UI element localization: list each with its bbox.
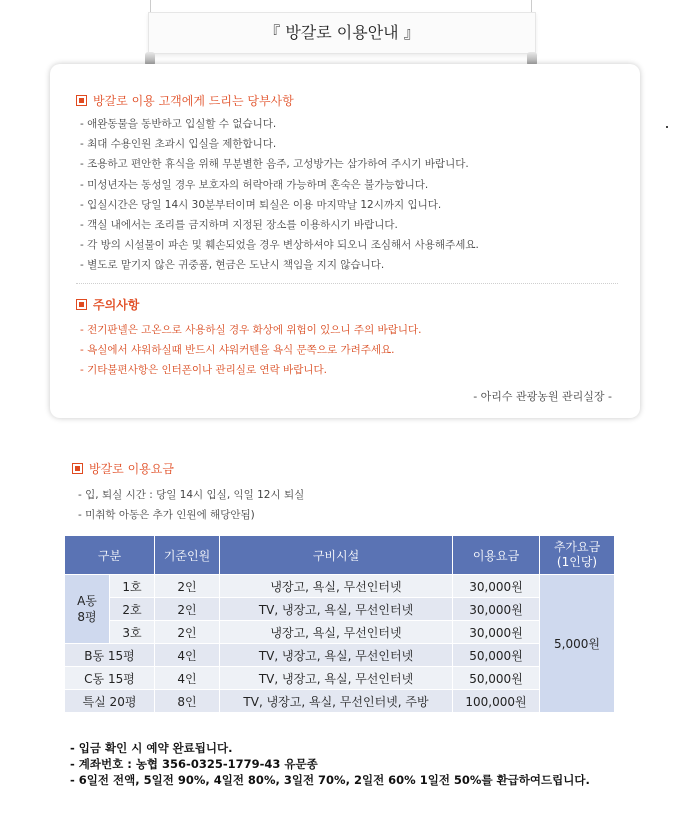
list-item: - 입실시간은 당일 14시 30분부터이며 퇴실은 이용 마지막날 12시까지 입니다. (80, 198, 442, 211)
list-item: - 각 방의 시설물이 파손 및 훼손되었을 경우 변상하셔야 되오니 조심해서 사용해주세요. (80, 239, 479, 252)
list-item: - 미취학 아동은 추가 인원에 해당안됨) (78, 509, 255, 522)
table-row (65, 575, 615, 598)
extra-fee: 5,000원 (540, 575, 615, 713)
notice-title-text: 방갈로 이용 고객에게 드리는 당부사항 (93, 94, 294, 108)
room-price: 100,000원 (453, 690, 540, 713)
room-facilities: TV, 냉장고, 욕실, 무선인터넷, 주방 (220, 690, 453, 713)
group-a-label: A동 8평 (65, 575, 110, 644)
notice-list (80, 114, 479, 276)
table-row (65, 598, 615, 621)
section-divider (76, 283, 618, 284)
banner-string-right (531, 0, 532, 12)
room-capacity: 4인 (155, 644, 220, 667)
deposit-note: - 입금 확인 시 예약 완료됩니다. (70, 741, 233, 755)
col-header-extra: 추가요금 (1인당) (540, 536, 615, 575)
room-facilities: TV, 냉장고, 욕실, 무선인터넷 (220, 667, 453, 690)
square-bullet-icon (76, 95, 87, 106)
refund-note: - 6일전 전액, 5일전 90%, 4일전 80%, 3일전 70%, 2일전 60% 1일전 50%를 환급하여드립니다. (70, 773, 590, 787)
table-row (65, 621, 615, 644)
room-facilities: 냉장고, 욕실, 무선인터넷 (220, 575, 453, 598)
stray-dot (666, 126, 668, 128)
room-name: 1호 (110, 575, 155, 598)
table-header-row (65, 536, 615, 575)
caution-title-text: 주의사항 (93, 298, 140, 312)
list-item: - 객실 내에서는 조리를 금지하며 지정된 장소를 이용하시기 바랍니다. (80, 218, 398, 231)
account-note: - 계좌번호 : 농협 356-0325-1779-43 유문종 (70, 757, 318, 771)
room-facilities: 냉장고, 욕실, 무선인터넷 (220, 621, 453, 644)
square-bullet-icon (72, 463, 83, 474)
booking-footer (70, 740, 590, 788)
list-item: - 조용하고 편안한 휴식을 위해 무분별한 음주, 고성방가는 삼가하여 주시기 바랍니다. (80, 158, 469, 171)
rates-title-text: 방갈로 이용요금 (89, 462, 174, 476)
caution-title (76, 296, 139, 313)
col-header-capacity: 기준인원 (155, 536, 220, 575)
room-name: 특실 20평 (65, 690, 155, 713)
square-bullet-icon (76, 299, 87, 310)
room-name: C동 15평 (65, 667, 155, 690)
manager-signature: - 아리수 관광농원 관리실장 - (473, 390, 612, 403)
banner-string-left (150, 0, 151, 12)
room-capacity: 4인 (155, 667, 220, 690)
table-row (65, 667, 615, 690)
caution-list (80, 320, 421, 381)
room-capacity: 2인 (155, 575, 220, 598)
room-capacity: 8인 (155, 690, 220, 713)
list-item: - 미성년자는 동성일 경우 보호자의 허락아래 가능하며 혼숙은 불가능합니다. (80, 178, 429, 191)
list-item: - 전기판넬은 고온으로 사용하실 경우 화상에 위험이 있으니 주의 바랍니다. (80, 324, 422, 336)
col-header-facilities: 구비시설 (220, 536, 453, 575)
room-price: 30,000원 (453, 621, 540, 644)
rates-notes (78, 485, 304, 525)
list-item: - 욕실에서 샤워하실때 반드시 샤워커텐을 욕식 문쪽으로 가려주세요. (80, 344, 395, 357)
rates-table (64, 535, 615, 713)
list-item: - 기타불편사항은 인터폰이나 관리실로 연락 바랍니다. (80, 364, 327, 377)
col-header-type: 구분 (65, 536, 155, 575)
list-item: - 별도로 맡기지 않은 귀중품, 현금은 도난시 책임을 지지 않습니다. (80, 259, 385, 272)
list-item: - 애완동물을 동반하고 입실할 수 없습니다. (80, 118, 277, 130)
room-price: 50,000원 (453, 667, 540, 690)
room-facilities: TV, 냉장고, 욕실, 무선인터넷 (220, 598, 453, 621)
table-row (65, 644, 615, 667)
list-item: - 최대 수용인원 초과시 입실을 제한합니다. (80, 138, 277, 151)
room-capacity: 2인 (155, 621, 220, 644)
notice-title (76, 92, 294, 109)
table-row (65, 690, 615, 713)
room-name: 2호 (110, 598, 155, 621)
room-capacity: 2인 (155, 598, 220, 621)
room-facilities: TV, 냉장고, 욕실, 무선인터넷 (220, 644, 453, 667)
room-name: B동 15평 (65, 644, 155, 667)
col-header-price: 이용요금 (453, 536, 540, 575)
room-price: 30,000원 (453, 575, 540, 598)
rates-title (72, 460, 174, 477)
room-price: 30,000원 (453, 598, 540, 621)
room-price: 50,000원 (453, 644, 540, 667)
page-title: 『 방갈로 이용안내 』 (148, 12, 536, 54)
list-item: - 입, 퇴실 시간 : 당일 14시 입실, 익일 12시 퇴실 (78, 489, 305, 501)
room-name: 3호 (110, 621, 155, 644)
